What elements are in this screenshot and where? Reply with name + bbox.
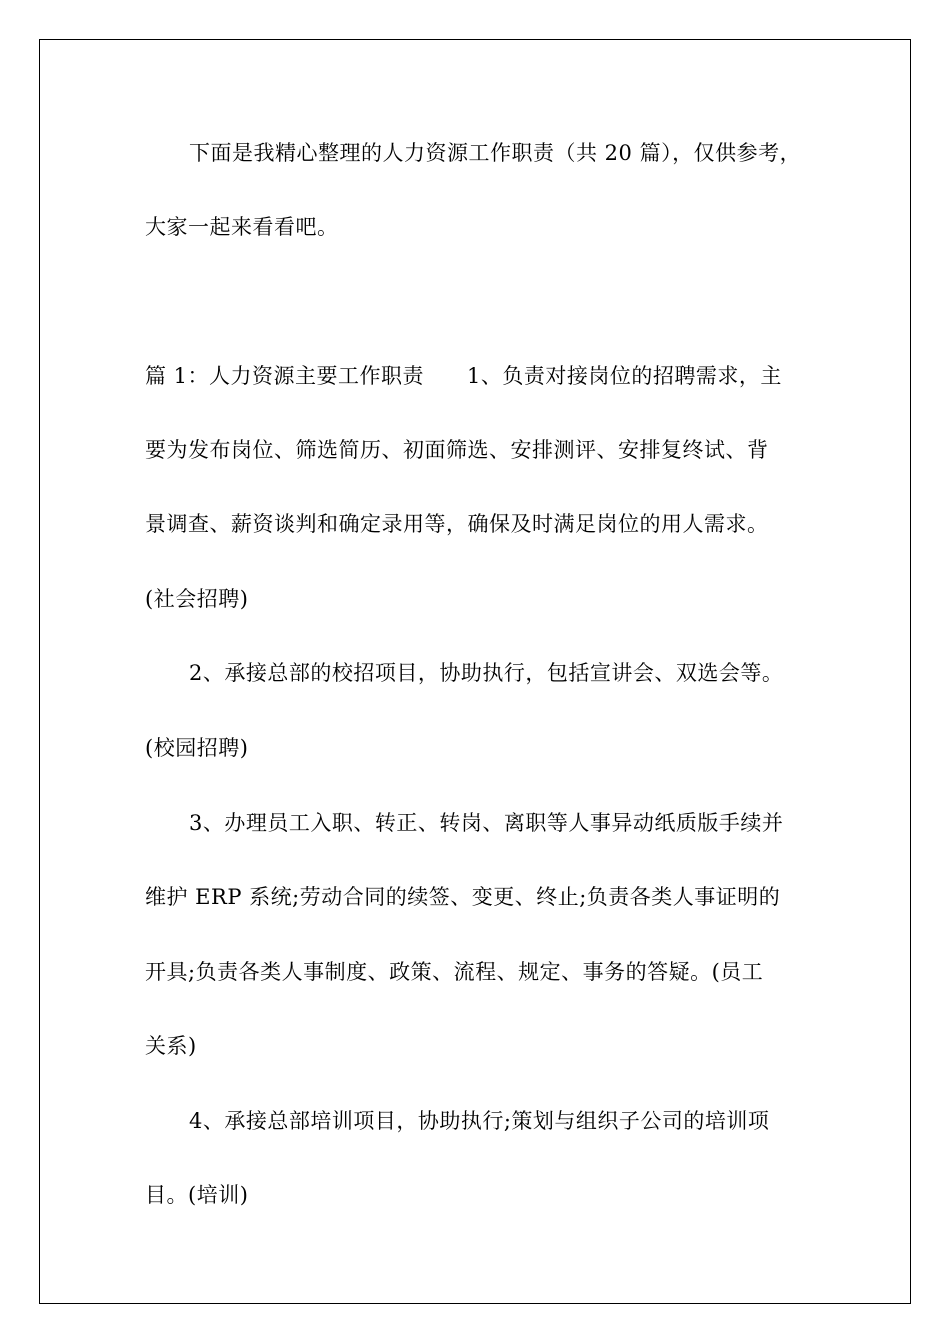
paragraph-line: (校园招聘) xyxy=(145,736,249,760)
paragraph-line: 景调查、薪资谈判和确定录用等，确保及时满足岗位的用人需求。 xyxy=(145,512,769,536)
paragraph-line: 维护 ERP 系统;劳动合同的续签、变更、终止;负责各类人事证明的 xyxy=(145,885,781,909)
paragraph-line: 目。(培训) xyxy=(145,1183,249,1207)
paragraph-line: 要为发布岗位、筛选简历、初面筛选、安排测评、安排复终试、背 xyxy=(145,438,769,462)
paragraph-line: 3、办理员工入职、转正、转岗、离职等人事异动纸质版手续并 xyxy=(189,811,784,835)
intro-line-1: 下面是我精心整理的人力资源工作职责（共 20 篇），仅供参考， xyxy=(189,141,802,165)
intro-line-2: 大家一起来看看吧。 xyxy=(145,215,339,239)
paragraph-line: 开具;负责各类人事制度、政策、流程、规定、事务的答疑。(员工 xyxy=(145,960,764,984)
paragraph-line: (社会招聘) xyxy=(145,587,249,611)
paragraph-line: 关系) xyxy=(145,1034,197,1058)
section-heading-line: 篇 1：人力资源主要工作职责 1、负责对接岗位的招聘需求，主 xyxy=(145,364,782,388)
paragraph-line: 2、承接总部的校招项目，协助执行，包括宣讲会、双选会等。 xyxy=(189,661,784,685)
paragraph-line: 4、承接总部培训项目，协助执行;策划与组织子公司的培训项 xyxy=(189,1109,770,1133)
